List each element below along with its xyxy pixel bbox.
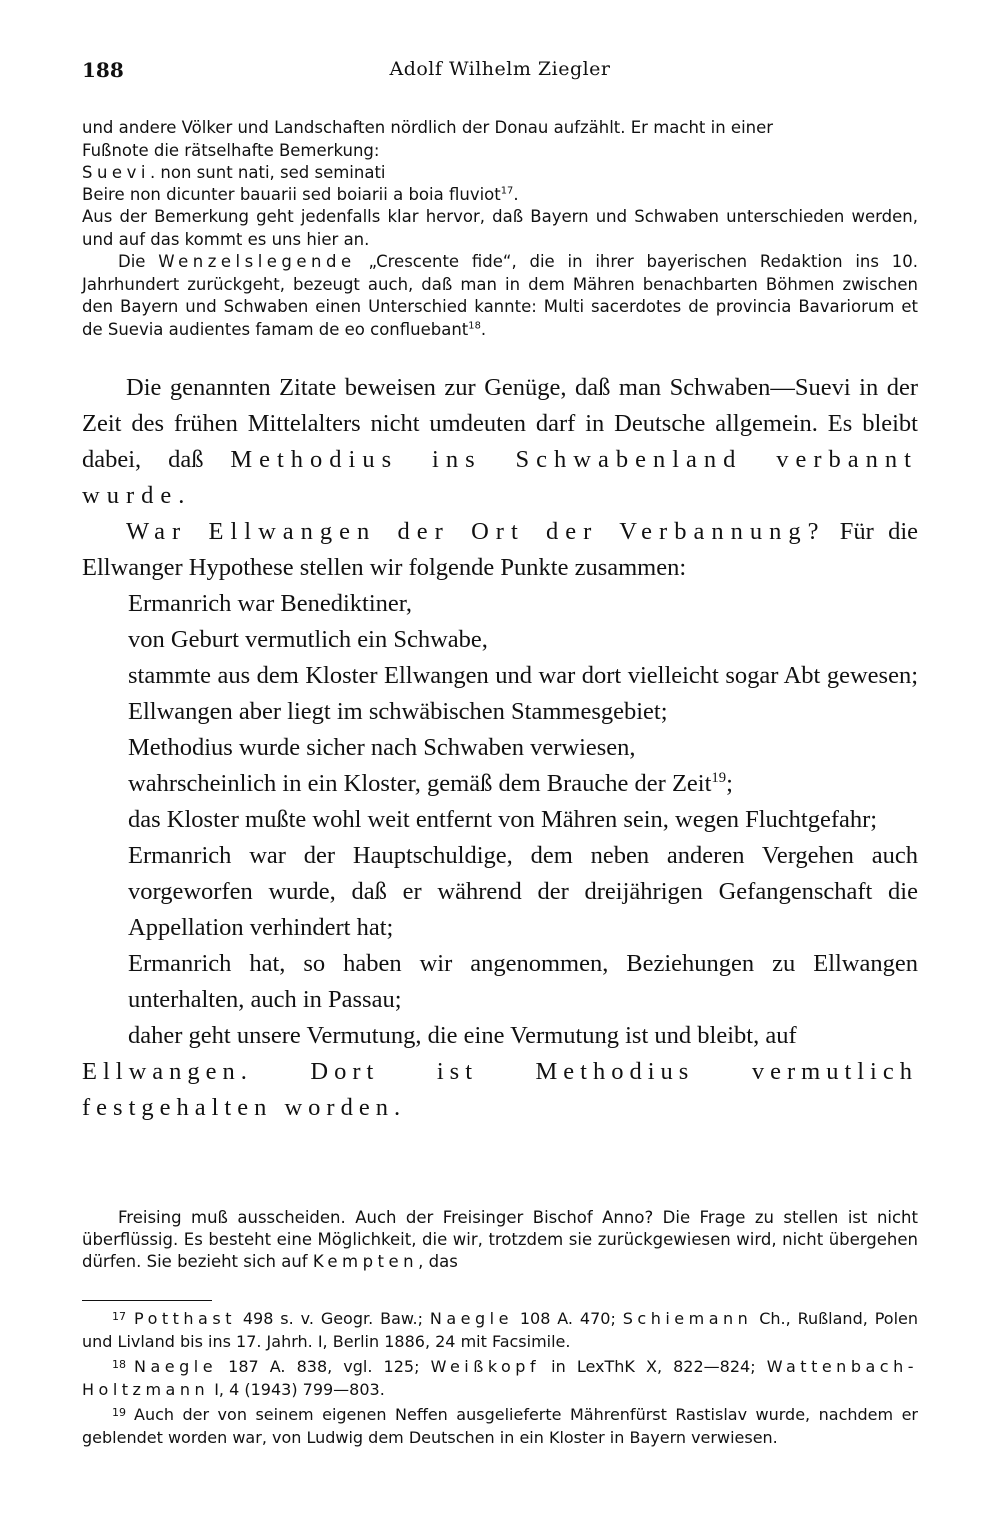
spaced-author: Naegle <box>429 1309 513 1328</box>
list-item: das Kloster mußte wohl weit entfernt von Mähren sein, wegen Fluchtgefahr; <box>128 806 878 833</box>
list-item: stammte aus dem Kloster Ellwangen und war dort vielleicht sogar Abt gewesen; Ellwangen aber liegt im schwäbischen Stammesgebiet; <box>128 662 918 725</box>
bottom-small-text-block <box>82 1207 918 1273</box>
spaced-phrase: Methodius ins Schwabenland verbannt wurde. <box>82 446 918 509</box>
text-span: I, 4 (1943) 799—803. <box>209 1380 385 1399</box>
text-span: Die genannten Zitate beweisen zur Genüge, daß man Schwaben—Suevi in der Zeit des frühen Mittelalters nicht umdeuten darf in Deutsche allgemein. Es bleibt dabei, daß <box>82 374 918 473</box>
list-item <box>128 766 918 802</box>
text-span: Die <box>118 252 159 271</box>
text-span: 498 s. v. Geogr. Baw.; <box>235 1309 430 1328</box>
top-small-text-block <box>82 117 918 341</box>
footnote-ref[interactable]: 18 <box>468 320 481 331</box>
footnotes <box>82 1305 918 1449</box>
quote-text: Beire non dicunter bauarii sed boiarii a boia fluviot <box>82 185 501 204</box>
text-span: Ch., Rußland, Polen und Livland bis ins 17. Jahrh. I, Berlin 1886, 24 mit Facsimile. <box>82 1309 919 1351</box>
text-span: , das <box>418 1252 458 1271</box>
footnote-19 <box>82 1401 918 1449</box>
top-paragraph-1 <box>82 117 918 162</box>
spaced-word: Kempten <box>312 1252 419 1271</box>
spaced-author: Potthast <box>134 1309 236 1328</box>
bottom-paragraph <box>82 1207 918 1273</box>
list-item: Methodius wurde sicher nach Schwaben verwiesen, <box>128 734 636 761</box>
spaced-word: Suevi <box>82 163 150 182</box>
hypothesis-list <box>128 586 918 1054</box>
main-text-block <box>82 370 918 1126</box>
text-span: 108 A. 470; <box>512 1309 623 1328</box>
punctuation: ; <box>726 770 733 797</box>
text-span: in LexThK X, 822—824; <box>540 1357 767 1376</box>
text-span: Für die Ellwanger Hypothese stellen wir folgende Punkte zusammen: <box>82 518 918 581</box>
footnote-17 <box>82 1305 918 1353</box>
text-span: „Crescente fide“, die in ihrer bayerischen Redaktion ins 10. Jahrhundert zurückgeht, bezeugt auch, daß man in dem Mähren benachbarten Böhmen zwischen den Bayern und Schwaben einen Unterschied kannte: Multi sacerdotes de provincia Bavariorum et de Suevia audientes famam de eo confluebant <box>82 252 919 339</box>
footnote-number: 17 <box>112 1310 126 1323</box>
spaced-author: Wattenbach-Holtzmann <box>82 1357 918 1399</box>
main-paragraph-1 <box>82 370 918 514</box>
text-span: wahrscheinlich in ein Kloster, gemäß dem Brauche der Zeit <box>128 770 712 797</box>
running-title: Adolf Wilhelm Ziegler <box>389 58 611 80</box>
text-line: und andere Völker und Landschaften nördlich der Donau aufzählt. Er macht in einer <box>82 118 774 137</box>
main-paragraph-2 <box>82 514 918 586</box>
top-paragraph-2: Aus der Bemerkung geht jedenfalls klar hervor, daß Bayern und Schwaben unterschieden werden, und auf das kommt es uns hier an. <box>82 207 918 249</box>
list-item: Ermanrich war Benediktiner, <box>128 590 413 617</box>
spaced-word: Wenzelslegende <box>158 252 356 271</box>
list-item: daher geht unsere Vermutung, die eine Vermutung ist und bleibt, auf <box>128 1022 797 1049</box>
top-paragraph-3 <box>82 251 918 341</box>
page-number: 188 <box>82 58 124 82</box>
latin-quote-line-2 <box>82 184 918 206</box>
spaced-author: Schiemann <box>622 1309 753 1328</box>
footnote-separator <box>82 1300 212 1301</box>
list-item: Ermanrich war der Hauptschuldige, dem neben anderen Vergehen auch vorgeworfen wurde, daß er während der dreijährigen Gefangenschaft die Appellation verhindert hat; <box>128 842 918 941</box>
spaced-phrase: War Ellwangen der Ort der Verbannung? <box>126 518 826 545</box>
punctuation: . <box>513 185 519 204</box>
spaced-author: Naegle <box>134 1357 218 1376</box>
punctuation: . <box>480 319 487 339</box>
footnote-18 <box>82 1353 918 1401</box>
page-header <box>82 58 918 88</box>
conclusion: Ellwangen. Dort ist Methodius vermutlich festgehalten worden. <box>82 1058 918 1121</box>
text-span: Auch der von seinem eigenen Neffen ausgelieferte Mährenfürst Rastislav wurde, nachdem er geblendet worden war, von Ludwig dem Deutschen in ein Kloster in Bayern verwiesen. <box>82 1405 918 1447</box>
footnote-number: 18 <box>112 1358 126 1371</box>
footnote-ref[interactable]: 17 <box>500 185 514 197</box>
footnote-ref[interactable]: 19 <box>711 769 727 786</box>
list-item: von Geburt vermutlich ein Schwabe, <box>128 626 488 653</box>
spaced-author: Weißkopf <box>430 1357 541 1376</box>
list-item: Ermanrich hat, so haben wir angenommen, Beziehungen zu Ellwangen unterhalten, auch in Passau; <box>128 950 918 1013</box>
footnote-number: 19 <box>112 1406 126 1419</box>
latin-quote-line-1 <box>82 162 918 184</box>
text-line: Fußnote die rätselhafte Bemerkung: <box>82 140 380 160</box>
quote-text: . non sunt nati, sed seminati <box>149 163 386 182</box>
text-span: 187 A. 838, vgl. 125; <box>217 1357 431 1376</box>
text-span: Freising muß ausscheiden. Auch der Freisinger Bischof Anno? Die Frage zu stellen ist nicht überflüssig. Es besteht eine Möglichkeit, die wir, trotzdem sie zurückgewiesen wird, nicht übergehen dürfen. Sie bezieht sich auf <box>82 1208 918 1271</box>
